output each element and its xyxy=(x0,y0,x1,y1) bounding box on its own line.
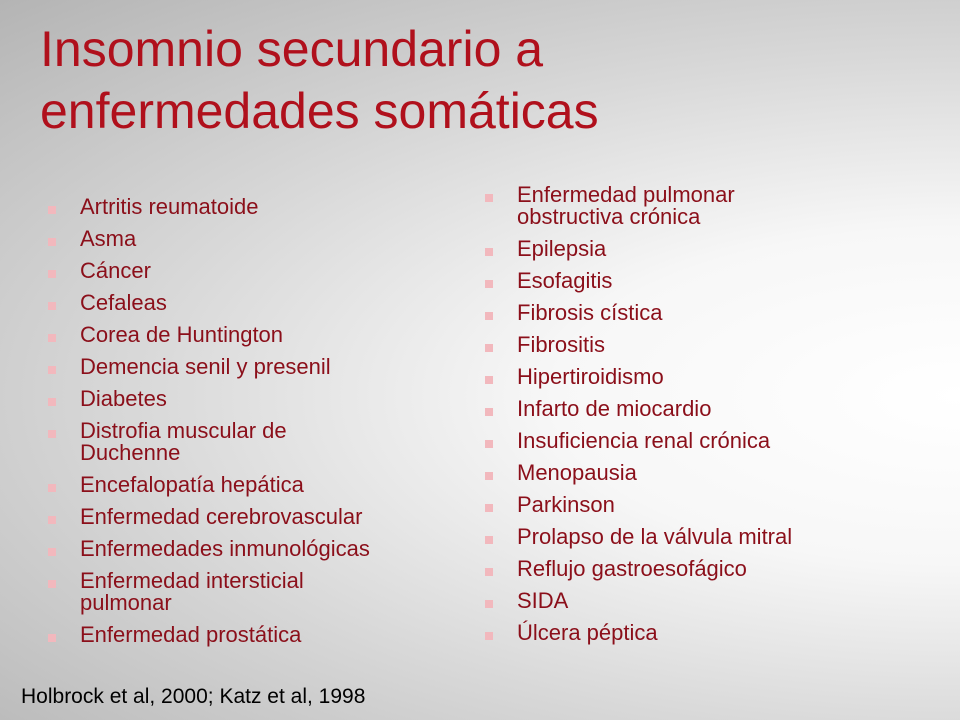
square-bullet-icon xyxy=(48,270,56,278)
list-item-text: SIDA xyxy=(517,588,569,613)
list-item-text: Enfermedad pulmonar obstructiva crónica xyxy=(517,182,735,229)
list-item xyxy=(485,334,925,356)
list-item-text: Reflujo gastroesofágico xyxy=(517,556,747,581)
list-item xyxy=(485,590,925,612)
list-item xyxy=(485,430,925,452)
list-item xyxy=(48,196,458,218)
list-item-text: Encefalopatía hepática xyxy=(80,472,304,497)
square-bullet-icon xyxy=(485,248,493,256)
square-bullet-icon xyxy=(48,302,56,310)
list-item-text: Cáncer xyxy=(80,258,151,283)
list-item-text: Hipertiroidismo xyxy=(517,364,664,389)
square-bullet-icon xyxy=(48,398,56,406)
square-bullet-icon xyxy=(48,334,56,342)
list-item-text: Diabetes xyxy=(80,386,167,411)
list-item-text: Prolapso de la válvula mitral xyxy=(517,524,793,549)
list-item xyxy=(485,270,925,292)
list-item-text: Enfermedad cerebrovascular xyxy=(80,504,363,529)
square-bullet-icon xyxy=(485,280,493,288)
square-bullet-icon xyxy=(48,430,56,438)
square-bullet-icon xyxy=(48,238,56,246)
list-item-text: Artritis reumatoide xyxy=(80,194,259,219)
list-item-text: Distrofia muscular de Duchenne xyxy=(80,418,287,465)
square-bullet-icon xyxy=(48,548,56,556)
square-bullet-icon xyxy=(485,376,493,384)
list-item xyxy=(48,260,458,282)
square-bullet-icon xyxy=(485,408,493,416)
slide-title-line-2: enfermedades somáticas xyxy=(40,83,599,139)
citation: Holbrock et al, 2000; Katz et al, 1998 xyxy=(21,685,366,708)
list-item-text: Enfermedad intersticial pulmonar xyxy=(80,568,304,615)
list-item-text: Demencia senil y presenil xyxy=(80,354,331,379)
list-item xyxy=(485,526,925,548)
list-item xyxy=(48,420,458,464)
list-item-text: Epilepsia xyxy=(517,236,607,261)
list-item-text: Fibrosis cística xyxy=(517,300,663,325)
list-item xyxy=(485,494,925,516)
square-bullet-icon xyxy=(485,504,493,512)
square-bullet-icon xyxy=(485,472,493,480)
list-item xyxy=(485,622,925,644)
list-item xyxy=(485,462,925,484)
list-item xyxy=(485,302,925,324)
list-item-text: Fibrositis xyxy=(517,332,606,357)
square-bullet-icon xyxy=(485,312,493,320)
list-item-text: Parkinson xyxy=(517,492,615,517)
list-item-text: Esofagitis xyxy=(517,268,613,293)
list-item xyxy=(48,474,458,496)
square-bullet-icon xyxy=(48,580,56,588)
list-item xyxy=(485,366,925,388)
list-item xyxy=(485,238,925,260)
list-item-text: Enfermedad prostática xyxy=(80,622,302,647)
square-bullet-icon xyxy=(485,440,493,448)
list-item-text: Asma xyxy=(80,226,137,251)
list-item xyxy=(48,324,458,346)
square-bullet-icon xyxy=(48,516,56,524)
list-item xyxy=(48,388,458,410)
square-bullet-icon xyxy=(485,600,493,608)
list-item-text: Insuficiencia renal crónica xyxy=(517,428,771,453)
square-bullet-icon xyxy=(485,536,493,544)
list-item-text: Menopausia xyxy=(517,460,637,485)
list-item-text: Infarto de miocardio xyxy=(517,396,712,421)
list-item xyxy=(48,506,458,528)
list-item xyxy=(48,228,458,250)
list-item xyxy=(48,570,458,614)
square-bullet-icon xyxy=(48,366,56,374)
list-item xyxy=(485,558,925,580)
square-bullet-icon xyxy=(485,568,493,576)
list-item xyxy=(485,184,925,228)
square-bullet-icon xyxy=(485,632,493,640)
square-bullet-icon xyxy=(485,194,493,202)
square-bullet-icon xyxy=(48,634,56,642)
right-column-list xyxy=(485,184,925,654)
list-item xyxy=(48,356,458,378)
list-item-text: Cefaleas xyxy=(80,290,167,315)
square-bullet-icon xyxy=(485,344,493,352)
list-item xyxy=(48,292,458,314)
slide-title xyxy=(40,18,900,142)
square-bullet-icon xyxy=(48,484,56,492)
list-item-text: Úlcera péptica xyxy=(517,620,658,645)
left-column-list xyxy=(48,196,458,656)
list-item-text: Corea de Huntington xyxy=(80,322,284,347)
square-bullet-icon xyxy=(48,206,56,214)
list-item xyxy=(48,624,458,646)
slide-title-line-1: Insomnio secundario a xyxy=(40,21,544,77)
list-item xyxy=(48,538,458,560)
list-item xyxy=(485,398,925,420)
list-item-text: Enfermedades inmunológicas xyxy=(80,536,370,561)
